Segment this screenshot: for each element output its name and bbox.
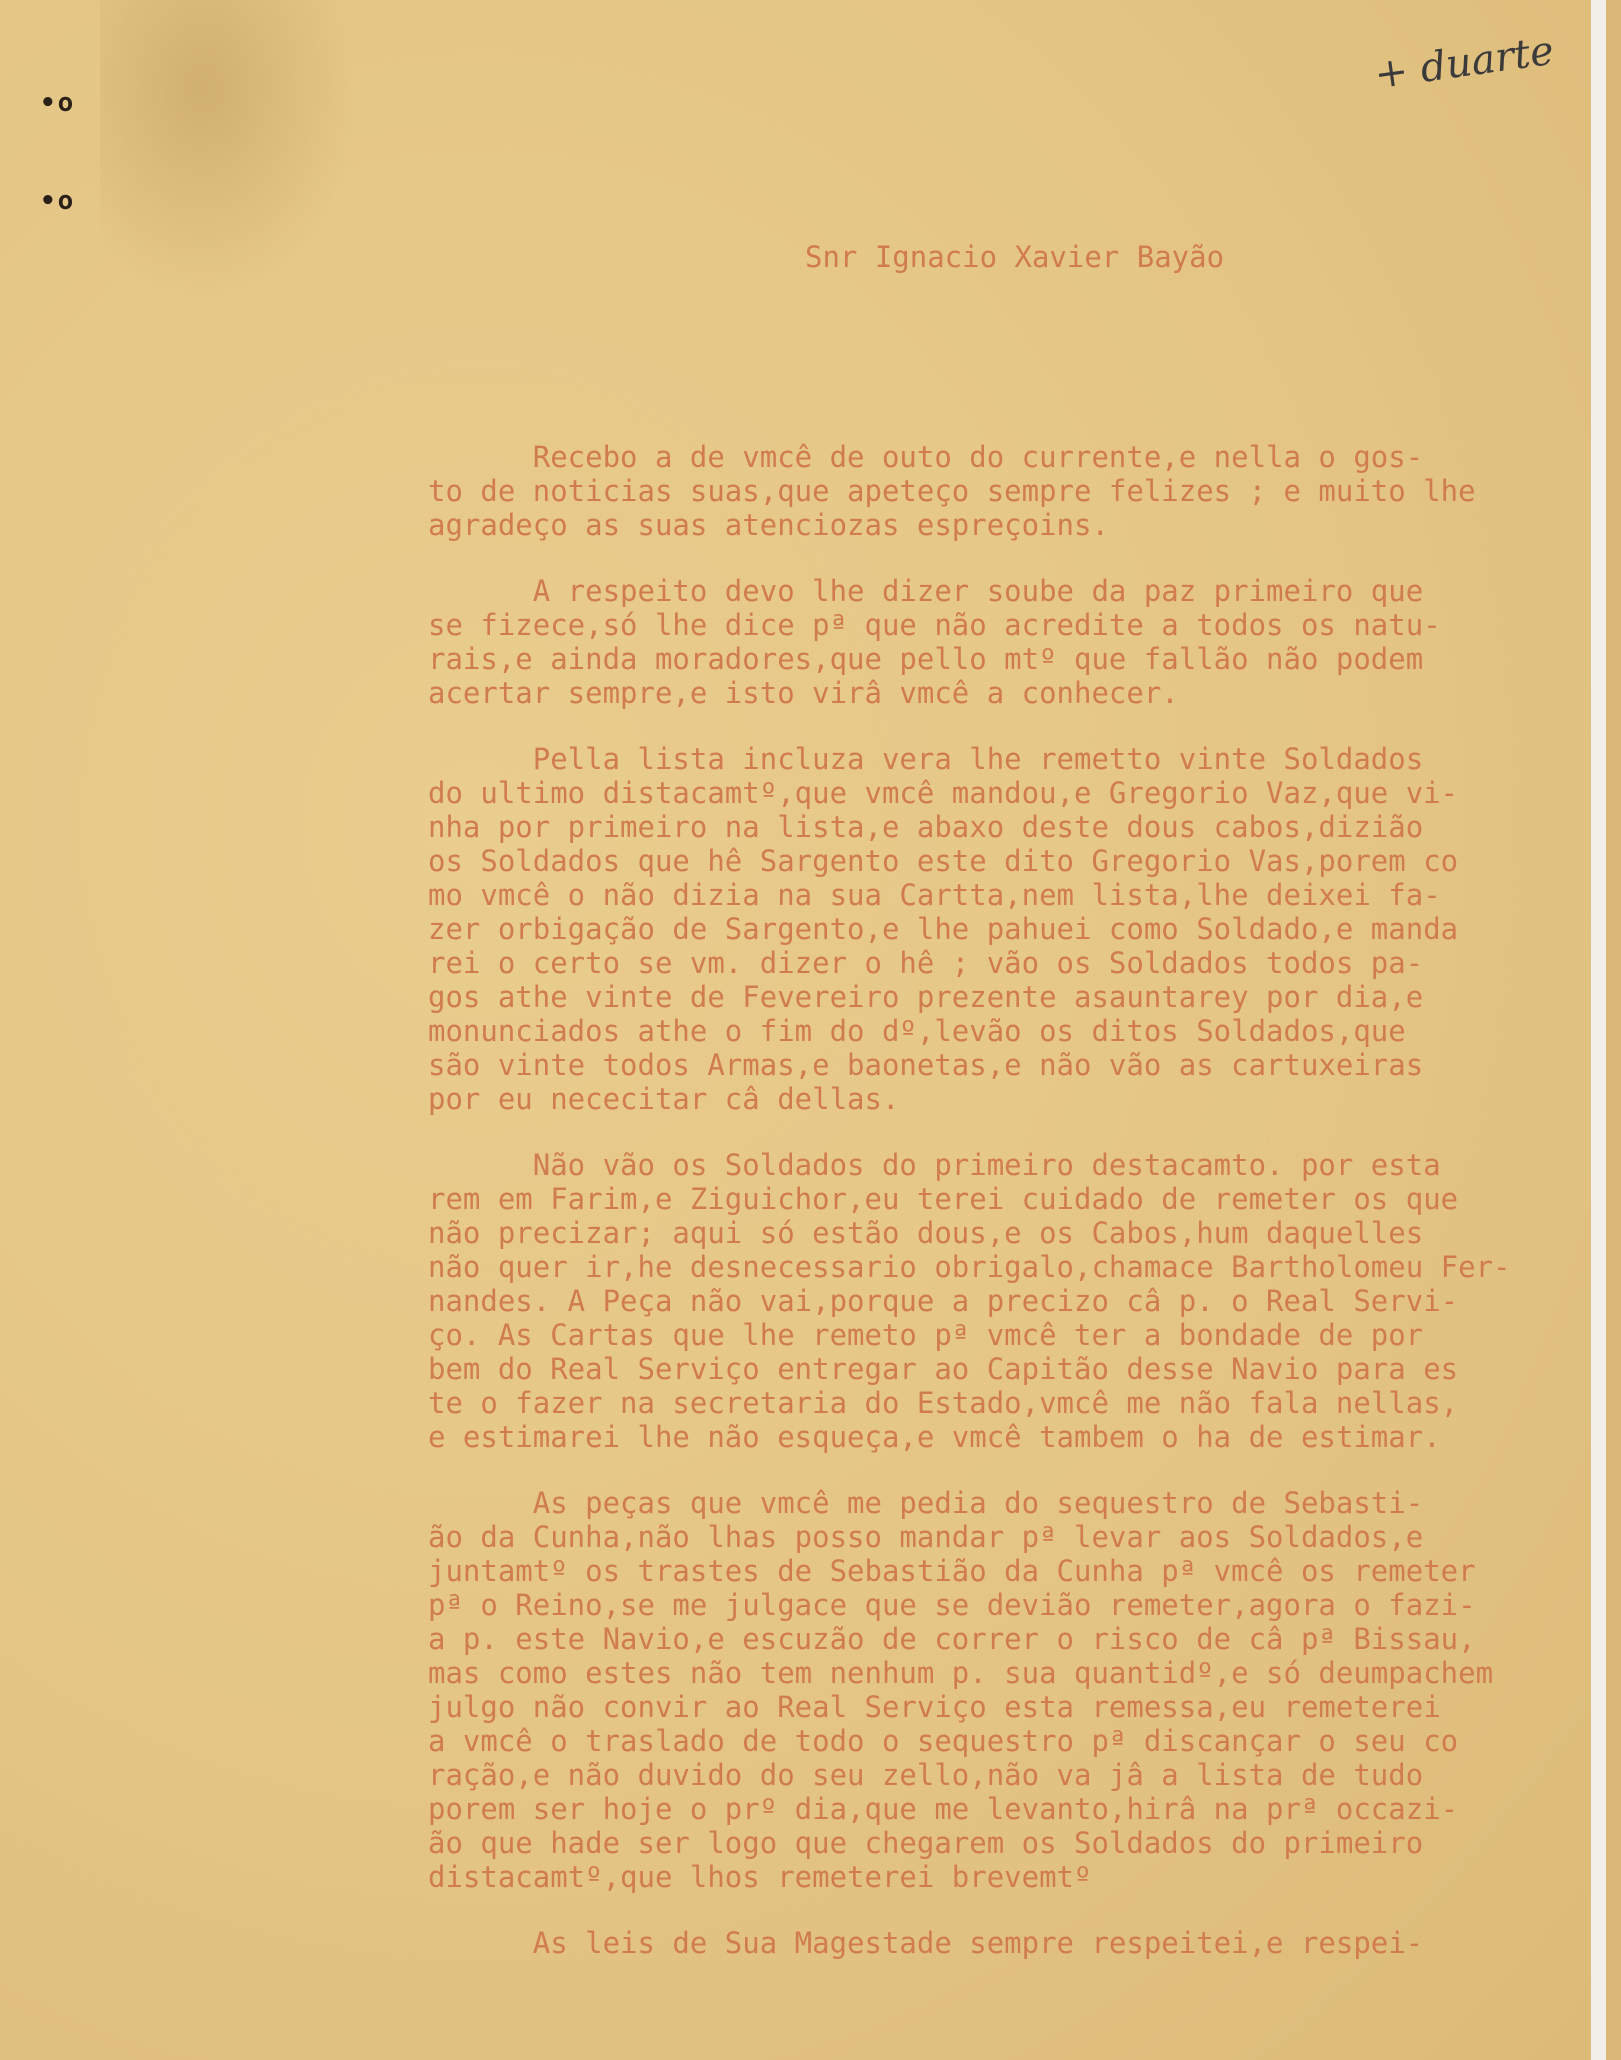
text-line: juntamtº os trastes de Sebastião da Cunha pª vmcê os remeter [428, 1554, 1476, 1588]
letter-body [428, 440, 1598, 1992]
text-line: monunciados athe o fim do dº,levão os ditos Soldados,que [428, 1014, 1406, 1048]
text-line: são vinte todos Armas,e baonetas,e não vão as cartuxeiras [428, 1048, 1424, 1082]
text-line: porem ser hoje o prº dia,que me levanto,hirâ na prª occazi- [428, 1792, 1459, 1826]
text-line: julgo não convir ao Real Serviço esta remessa,eu remeterei [428, 1690, 1441, 1724]
text-line: não precizar; aqui só estão dous,e os Cabos,hum daquelles [428, 1216, 1424, 1250]
text-line: As peças que vmcê me pedia do sequestro de Sebasti- [428, 1486, 1424, 1520]
text-line: As leis de Sua Magestade sempre respeitei,e respei- [428, 1926, 1424, 1960]
letter-paragraph [428, 1926, 1598, 1960]
text-line: Pella lista incluza vera lhe remetto vinte Soldados [428, 742, 1424, 776]
text-line: se fizece,só lhe dice pª que não acredite a todos os natu- [428, 608, 1441, 642]
text-line: pª o Reino,se me julgace que se devião remeter,agora o fazi- [428, 1588, 1476, 1622]
text-line: não quer ir,he desnecessario obrigalo,chamace Bartholomeu Fer- [428, 1250, 1511, 1284]
text-line: rais,e ainda moradores,que pello mtº que fallão não podem [428, 642, 1424, 676]
text-line: mas como estes não tem nenhum p. sua quantidº,e só deumpachem [428, 1656, 1494, 1690]
addressee: Snr Ignacio Xavier Bayão [805, 240, 1225, 274]
text-line: ço. As Cartas que lhe remeto pª vmcê ter a bondade de por [428, 1318, 1424, 1352]
text-line: ão da Cunha,não lhas posso mandar pª levar aos Soldados,e [428, 1520, 1424, 1554]
text-line: nandes. A Peça não vai,porque a precizo câ p. o Real Servi- [428, 1284, 1459, 1318]
text-line: bem do Real Serviço entregar ao Capitão desse Navio para es [428, 1352, 1459, 1386]
text-line: Não vão os Soldados do primeiro destacamto. por esta [428, 1148, 1441, 1182]
text-line: acertar sempre,e isto virâ vmcê a conhecer. [428, 676, 1179, 710]
text-line: rem em Farim,e Ziguichor,eu terei cuidado de remeter os que [428, 1182, 1459, 1216]
punch-mark: •o [40, 88, 76, 118]
text-line: do ultimo distacamtº,que vmcê mandou,e Gregorio Vaz,que vi- [428, 776, 1459, 810]
text-line: ão que hade ser logo que chegarem os Soldados do primeiro [428, 1826, 1424, 1860]
letter-paragraph [428, 574, 1598, 710]
text-line: mo vmcê o não dizia na sua Cartta,nem lista,lhe deixei fa- [428, 878, 1441, 912]
text-line: zer orbigação de Sargento,e lhe pahuei como Soldado,e manda [428, 912, 1459, 946]
punch-mark: •o [40, 186, 76, 216]
page-edge [1591, 0, 1606, 2060]
text-line: ração,e não duvido do seu zello,não va jâ a lista de tudo [428, 1758, 1424, 1792]
text-line: a vmcê o traslado de todo o sequestro pª discançar o seu co [428, 1724, 1459, 1758]
text-line: agradeço as suas atenciozas espreçoins. [428, 508, 1109, 542]
text-line: nha por primeiro na lista,e abaxo deste dous cabos,dizião [428, 810, 1424, 844]
text-line: gos athe vinte de Fevereiro prezente asauntarey por dia,e [428, 980, 1424, 1014]
handwritten-annotation: + duarte [1371, 27, 1557, 99]
letter-paragraph [428, 742, 1598, 1116]
text-line: a p. este Navio,e escuzão de correr o risco de câ pª Bissau, [428, 1622, 1476, 1656]
text-line: por eu nececitar câ dellas. [428, 1082, 900, 1116]
letter-paragraph [428, 1148, 1598, 1454]
letter-paragraph [428, 440, 1598, 542]
letter-paragraph [428, 1486, 1598, 1894]
text-line: to de noticias suas,que apeteço sempre felizes ; e muito lhe [428, 474, 1476, 508]
text-line: distacamtº,que lhos remeterei brevemtº [428, 1860, 1092, 1894]
text-line: Recebo a de vmcê de outo do currente,e nella o gos- [428, 440, 1424, 474]
text-line: A respeito devo lhe dizer soube da paz primeiro que [428, 574, 1424, 608]
text-line: te o fazer na secretaria do Estado,vmcê me não fala nellas, [428, 1386, 1459, 1420]
text-line: rei o certo se vm. dizer o hê ; vão os Soldados todos pa- [428, 946, 1424, 980]
text-line: e estimarei lhe não esqueça,e vmcê tambem o ha de estimar. [428, 1420, 1441, 1454]
paper-stain [100, 0, 360, 300]
text-line: os Soldados que hê Sargento este dito Gregorio Vas,porem co [428, 844, 1459, 878]
